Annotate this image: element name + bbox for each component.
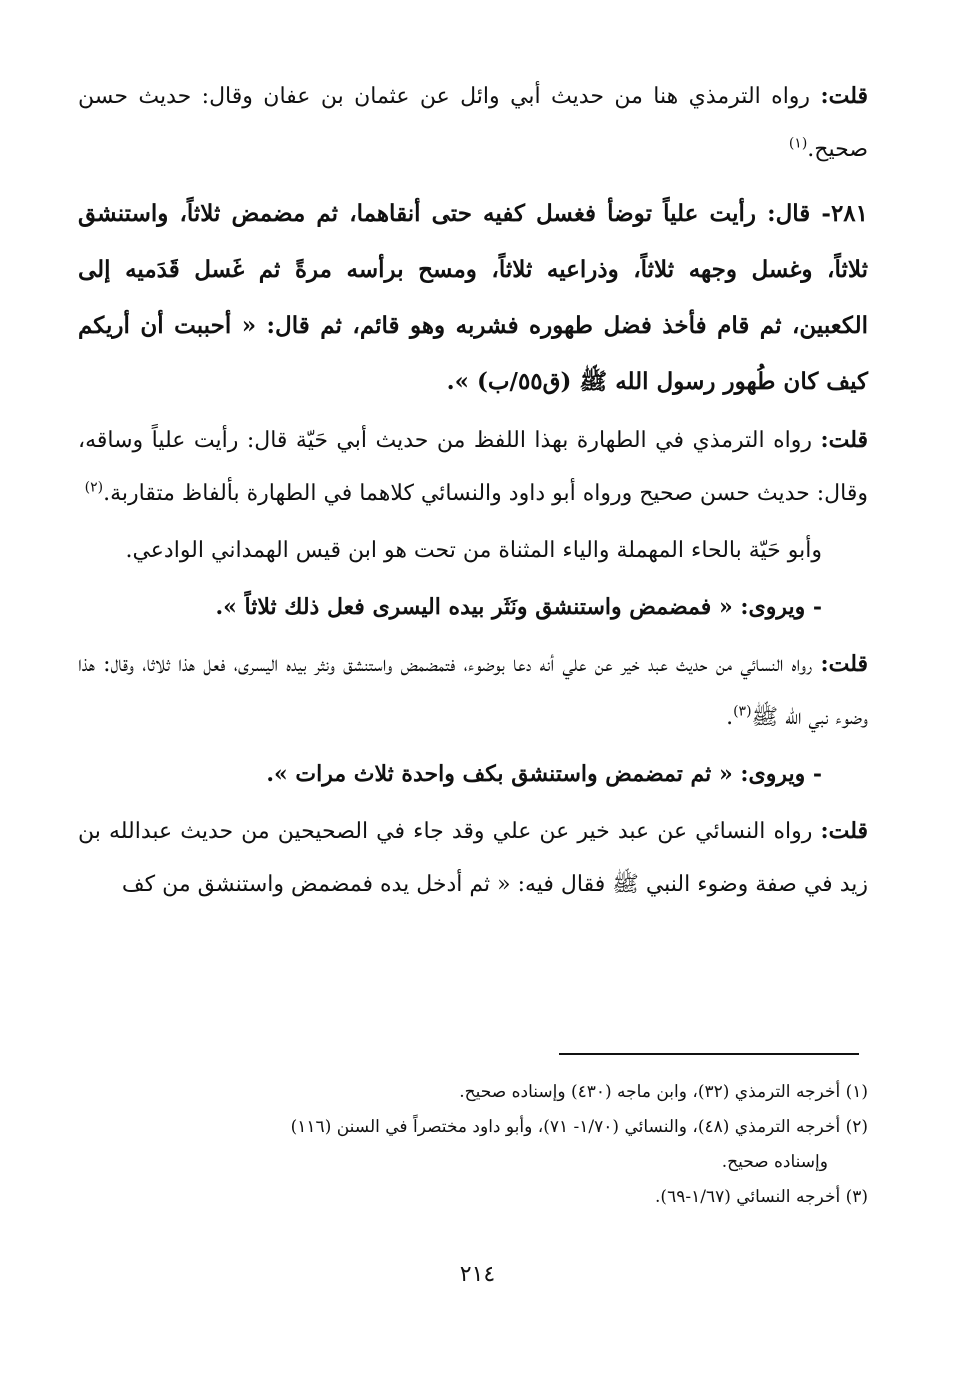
paragraph-1-text: رواه الترمذي هنا من حديث أبي وائل عن عثمان بن عفان وقال: حديث حسن صحيح. (78, 84, 868, 162)
footnote-divider (559, 1053, 859, 1055)
page-number: ٢١٤ (459, 1262, 496, 1287)
paragraph-6-text: رواه النسائي من حديث عبد خير عن علي أنه دعا بوضوء، فتمضمض واستنشق ونثر بيده اليسرى، فعل هذا ثلاثا، وقال: هذا وضوء نبي الله ﷺ (78, 652, 868, 730)
footnote-2-line-1: (٢) أخرجه الترمذي (٤٨)، والنسائي (١/٧٠- ٧١)، وأبو داود مختصراً في السنن (١١٦) (290, 1117, 868, 1137)
qultu-label: قلت: (820, 83, 868, 109)
paragraph-8-text: رواه النسائي عن عبد خير عن علي وقد جاء في الصحيحين من حديث عبدالله بن زيد في صفة وضوء النبي ﷺ فقال فيه: « ثم أدخل يده فمضمض واستنشق من كف (78, 819, 868, 897)
footnote-1: (١) أخرجه الترمذي (٣٢)، وابن ماجه (٤٣٠) وإسناده صحيح. (459, 1082, 868, 1102)
riwaya-2 (78, 748, 868, 801)
footnote-3: (٣) أخرجه النسائي (١/٦٧-٦٩). (655, 1187, 868, 1207)
paragraph-4 (78, 524, 868, 577)
paragraph-4-text: وأبو حَيّة بالحاء المهملة والياء المثناة من تحت هو ابن قيس الهمداني الوادعي. (125, 538, 822, 563)
hadith-281-text: ٢٨١- قال: رأيت علياً توضأ فغسل كفيه حتى أنقاهما، ثم مضمض ثلاثاً، واستنشق ثلاثاً، وغسل وجهه ثلاثاً، وذراعيه ثلاثاً، ومسح برأسه مرةً ثم غَسل قَدَميه إلى الكعبين، ثم قام فأخذ فضل طهوره فشربه وهو قائم، ثم قال: « أحببت أن أريكم كيف كان طُهور رسول الله ﷺ (ق٥٥/ب) ». (78, 200, 868, 395)
paragraph-3 (78, 414, 868, 520)
paragraph-8 (78, 805, 868, 911)
riwaya-2-text: - ويروى: « ثم تمضمض واستنشق بكف واحدة ثلاث مرات ». (266, 761, 822, 787)
footnote-ref-2: (٢) (84, 479, 104, 496)
paragraph-3-text: رواه الترمذي في الطهارة بهذا اللفظ من حديث أبي حَيّة قال: رأيت علياً وساقه، وقال: حديث حسن صحيح ورواه أبو داود والنسائي كلاهما في الطهارة بألفاظ متقاربة. (78, 428, 868, 506)
main-text (78, 70, 868, 915)
qultu-label: قلت: (820, 427, 868, 453)
paragraph-6 (78, 638, 868, 744)
paragraph-6-end: . (726, 705, 734, 730)
riwaya-1 (78, 581, 868, 634)
qultu-label: قلت: (820, 818, 868, 844)
footnote-ref-1: (١) (788, 135, 808, 152)
riwaya-1-text: - ويروى: « فمضمض واستنشق ونَثَر بيده اليسرى فعل ذلك ثلاثاً ». (215, 594, 822, 620)
qultu-label: قلت: (820, 651, 868, 677)
footnote-2 (78, 1110, 868, 1180)
footnote-ref-3: (٣) (733, 703, 752, 720)
paragraph-1 (78, 70, 868, 176)
footnotes (78, 1075, 868, 1215)
footnote-2-line-2: وإسناده صحيح. (721, 1152, 828, 1172)
hadith-281 (78, 186, 868, 410)
